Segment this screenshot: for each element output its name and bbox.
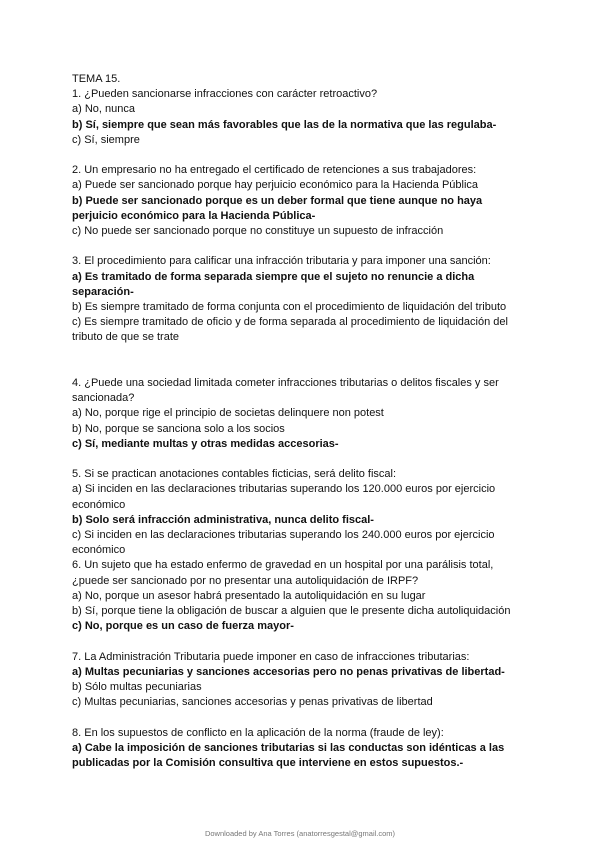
answer-3a-correct: a) Es tramitado de forma separada siempre que el sujeto no renuncie a dicha	[72, 270, 475, 283]
answer-6a: a) No, porque un asesor habrá presentado la autoliquidación en su lugar	[72, 589, 426, 602]
answer-8a-correct: a) Cabe la imposición de sanciones tributarias si las conductas son idénticas a las	[72, 741, 505, 754]
answer-8a-correct-cont: publicadas por la Comisión consultiva que interviene en estos supuestos.-	[72, 757, 464, 770]
answer-5a: a) Si inciden en las declaraciones tributarias superando los 120.000 euros por ejercicio	[72, 483, 496, 496]
answer-3b: b) Es siempre tramitado de forma conjunta con el procedimiento de liquidación del tributo	[72, 301, 507, 314]
answer-2b-correct: b) Puede ser sancionado porque es un deber formal que tiene aunque no haya	[72, 194, 483, 207]
answer-3a-correct-cont: separación-	[72, 285, 134, 298]
answer-5c: c) Si inciden en las declaraciones tributarias superando los 240.000 euros por ejercicio	[72, 529, 495, 542]
question-7: 7. La Administración Tributaria puede imponer en caso de infracciones tributarias:	[72, 650, 470, 663]
answer-5b-correct: b) Solo será infracción administrativa, nunca delito fiscal-	[72, 513, 374, 526]
spacer	[72, 346, 520, 376]
answer-3c: c) Es siempre tramitado de oficio y de forma separada al procedimiento de liquidación del	[72, 316, 508, 329]
answer-7a-correct: a) Multas pecuniarias y sanciones accesorias pero no penas privativas de libertad-	[72, 665, 505, 678]
answer-5c-cont: económico	[72, 544, 126, 557]
spacer	[72, 634, 520, 649]
answer-4a: a) No, porque rige el principio de societas delinquere non potest	[72, 407, 384, 420]
question-6-cont: ¿puede ser sancionado por no presentar una autoliquidación de IRPF?	[72, 574, 419, 587]
spacer	[72, 452, 520, 467]
answer-2c: c) No puede ser sancionado porque no constituye un supuesto de infracción	[72, 225, 444, 238]
answer-1b-correct: b) Sí, siempre que sean más favorables que las de la normativa que las regulaba-	[72, 118, 497, 131]
answer-6b: b) Sí, porque tiene la obligación de buscar a alguien que le presente dicha autoliquidación	[72, 605, 511, 618]
answer-1c: c) Sí, siempre	[72, 133, 140, 146]
answer-1a: a) No, nunca	[72, 103, 135, 116]
document-title: TEMA 15.	[72, 73, 121, 85]
question-4-cont: sancionada?	[72, 392, 135, 405]
answer-4b: b) No, porque se sanciona solo a los socios	[72, 422, 285, 435]
question-2: 2. Un empresario no ha entregado el certificado de retenciones a sus trabajadores:	[72, 164, 477, 177]
answer-2b-correct-cont: perjuicio económico para la Hacienda Pública-	[72, 209, 316, 222]
answer-4c-correct: c) Sí, mediante multas y otras medidas accesorias-	[72, 437, 339, 450]
answer-7b: b) Sólo multas pecuniarias	[72, 681, 202, 694]
document-body	[72, 72, 520, 771]
question-1: 1. ¿Pueden sancionarse infracciones con carácter retroactivo?	[72, 88, 378, 101]
question-6: 6. Un sujeto que ha estado enfermo de gravedad en un hospital por una parálisis total,	[72, 559, 494, 572]
spacer	[72, 148, 520, 163]
spacer	[72, 710, 520, 725]
question-5: 5. Si se practican anotaciones contables ficticias, será delito fiscal:	[72, 468, 397, 481]
spacer	[72, 239, 520, 254]
answer-7c: c) Multas pecuniarias, sanciones accesorias y penas privativas de libertad	[72, 696, 433, 709]
answer-6c-correct: c) No, porque es un caso de fuerza mayor-	[72, 620, 294, 633]
question-4: 4. ¿Puede una sociedad limitada cometer infracciones tributarias o delitos fiscales y ser	[72, 377, 499, 390]
answer-3c-cont: tributo de que se trate	[72, 331, 180, 344]
question-8: 8. En los supuestos de conflicto en la aplicación de la norma (fraude de ley):	[72, 726, 444, 739]
answer-2a: a) Puede ser sancionado porque hay perjuicio económico para la Hacienda Pública	[72, 179, 479, 192]
question-3: 3. El procedimiento para calificar una infracción tributaria y para imponer una sanción:	[72, 255, 491, 268]
answer-5a-cont: económico	[72, 498, 126, 511]
download-footer: Downloaded by Ana Torres (anatorresgestal@gmail.com)	[204, 829, 396, 838]
